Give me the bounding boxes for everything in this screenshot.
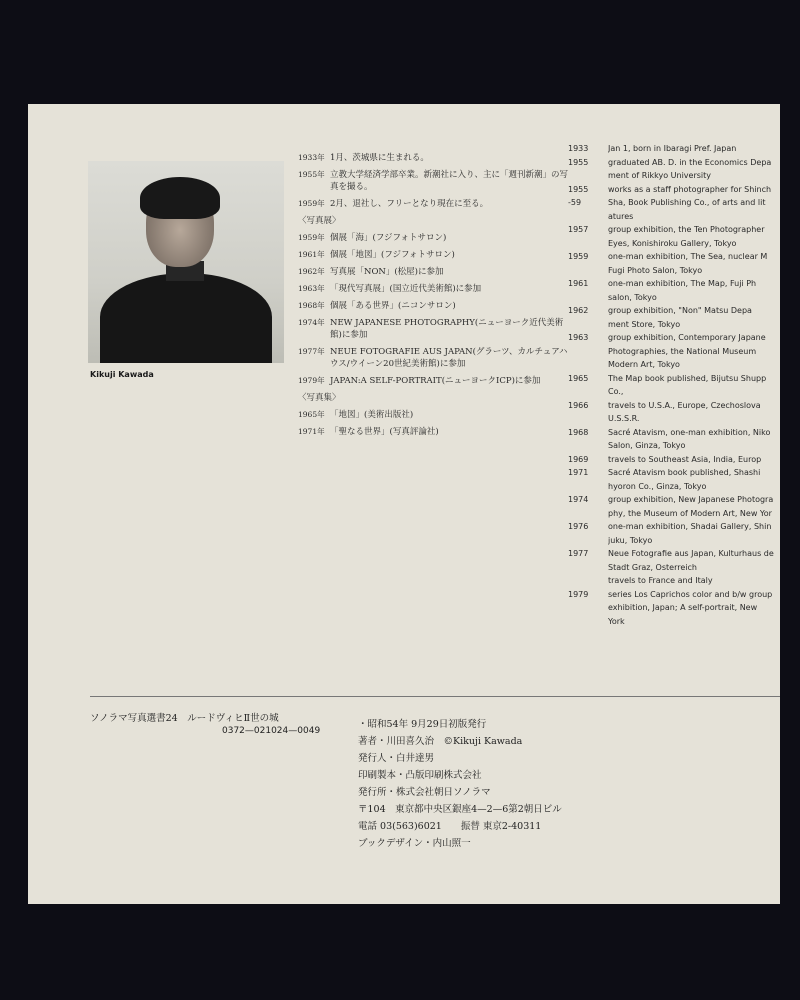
jp-exhibition-entry-text: 個展「ある世界」(ニコンサロン) bbox=[330, 301, 456, 311]
en-bio-entry bbox=[568, 441, 780, 452]
en-bio-entry bbox=[568, 333, 780, 344]
en-bio-entry-text: series Los Caprichos color and b/w group bbox=[608, 589, 773, 599]
en-bio-entry-year bbox=[568, 360, 608, 371]
colophon-line: 印刷製本・凸版印刷株式会社 bbox=[358, 770, 482, 781]
portrait-caption: Kikuji Kawada bbox=[90, 370, 154, 379]
en-bio-entry bbox=[568, 468, 780, 479]
en-bio-entry bbox=[568, 603, 780, 614]
en-bio-entry-text: hyoron Co., Ginza, Tokyo bbox=[608, 481, 707, 491]
en-bio-entry bbox=[568, 320, 780, 331]
en-bio-entry-text: Eyes, Konishiroku Gallery, Tokyo bbox=[608, 238, 737, 248]
en-bio-entry-year bbox=[568, 347, 608, 358]
en-bio-entry bbox=[568, 495, 780, 506]
en-bio-entry-text: group exhibition, Contemporary Japane bbox=[608, 333, 766, 342]
en-bio-entry bbox=[568, 360, 780, 371]
jp-exhibition-entry-text: JAPAN:A SELF-PORTRAIT(ニューヨークICP)に参加 bbox=[330, 376, 541, 386]
en-bio-entry bbox=[568, 617, 780, 628]
jp-book-entry-year: 1965年 bbox=[298, 410, 325, 419]
en-bio-entry-text: Photographies, the National Museum bbox=[608, 346, 757, 356]
en-bio-entry bbox=[568, 590, 780, 601]
en-bio-entry-text: one-man exhibition, Shadai Gallery, Shin bbox=[608, 522, 772, 531]
jp-book-entry-text: 「聖なる世界」(写真評論社) bbox=[330, 427, 439, 437]
en-bio-entry-year bbox=[568, 441, 608, 452]
en-bio-entry bbox=[568, 401, 780, 412]
en-bio-entry-text: U.S.S.R. bbox=[608, 414, 640, 423]
japanese-biography bbox=[298, 152, 568, 443]
en-bio-entry-text: travels to Southeast Asia, India, Europ bbox=[608, 454, 762, 464]
jp-bio-entry bbox=[298, 152, 568, 164]
jp-book-entry bbox=[298, 426, 568, 438]
jp-bio-entry-text: 1月、茨城県に生まれる。 bbox=[330, 153, 429, 163]
en-bio-entry bbox=[568, 171, 780, 182]
jp-exhibition-entry bbox=[298, 300, 568, 312]
en-bio-entry-text: works as a staff photographer for Shinch bbox=[608, 184, 772, 194]
en-bio-entry bbox=[568, 144, 780, 155]
en-bio-entry-year: 1959 bbox=[568, 252, 589, 261]
en-bio-entry-text: Salon, Ginza, Tokyo bbox=[608, 441, 686, 450]
en-bio-entry-text: Modern Art, Tokyo bbox=[608, 360, 680, 369]
en-bio-entry-text: group exhibition, the Ten Photographer bbox=[608, 225, 765, 234]
jp-bio-list bbox=[298, 152, 568, 210]
portrait-body bbox=[100, 273, 272, 363]
en-bio-entry-year bbox=[568, 603, 608, 614]
en-bio-entry-year: 1955 bbox=[568, 157, 589, 167]
jp-exhibitions-header: 〈写真展〉 bbox=[298, 216, 341, 226]
en-bio-entry-year: 1962 bbox=[568, 306, 589, 315]
en-bio-entry bbox=[568, 536, 780, 547]
en-bio-entry-text: Sacré Atavism book published, Shashi bbox=[608, 468, 761, 477]
en-bio-entry-year: 1976 bbox=[568, 522, 589, 531]
en-bio-entry-text: Sacré Atavism, one-man exhibition, Niko bbox=[608, 427, 771, 437]
en-bio-entry bbox=[568, 212, 780, 223]
en-bio-entry-text: ment Store, Tokyo bbox=[608, 319, 681, 329]
en-bio-entry-year bbox=[568, 414, 608, 425]
jp-exhibition-entry bbox=[298, 283, 568, 295]
jp-exhibition-entry bbox=[298, 266, 568, 278]
colophon-line: 発行所・株式会社朝日ソノラマ bbox=[358, 787, 491, 798]
jp-exhibition-entry-year: 1961年 bbox=[298, 250, 325, 259]
en-bio-entry-text: The Map book published, Bijutsu Shupp bbox=[608, 373, 767, 383]
jp-books-list bbox=[298, 409, 568, 438]
en-bio-entry-text: Neue Fotografie aus Japan, Kulturhaus de bbox=[608, 549, 774, 558]
en-bio-entry-text: graduated AB. D. in the Economics Depa bbox=[608, 157, 772, 167]
colophon-line: 電話 03(563)6021 振替 東京2-40311 bbox=[358, 821, 542, 832]
jp-exhibition-entry bbox=[298, 375, 568, 387]
en-bio-entry bbox=[568, 374, 780, 385]
en-bio-entry bbox=[568, 198, 780, 209]
jp-exhibition-entry-text: 個展「地図」(フジフォトサロン) bbox=[330, 250, 455, 260]
en-bio-entry-year: 1933 bbox=[568, 144, 589, 153]
en-bio-entry bbox=[568, 279, 780, 290]
jp-exhibition-entry-year: 1959年 bbox=[298, 233, 325, 242]
en-bio-entry-text: one-man exhibition, The Sea, nuclear M bbox=[608, 252, 768, 261]
en-bio-entry bbox=[568, 266, 780, 277]
en-bio-entry-year bbox=[568, 617, 608, 628]
en-bio-entry-year: 1965 bbox=[568, 373, 589, 383]
jp-books-header: 〈写真集〉 bbox=[298, 393, 341, 403]
author-portrait bbox=[88, 161, 284, 363]
jp-exhibition-entry-year: 1962年 bbox=[298, 267, 325, 276]
en-bio-entry bbox=[568, 347, 780, 358]
jp-exhibition-entry-text: NEW JAPANESE PHOTOGRAPHY(ニューヨーク近代美術館)に参加 bbox=[330, 318, 564, 340]
en-bio-entry-text: Co., bbox=[608, 387, 624, 396]
en-bio-entry-year: 1955 bbox=[568, 184, 589, 194]
en-bio-entry-year: 1963 bbox=[568, 333, 589, 342]
en-bio-entry-year bbox=[568, 576, 608, 587]
en-bio-entry-text: Jan 1, born in Ibaragi Pref. Japan bbox=[608, 144, 737, 153]
en-bio-entry-text: ment of Rikkyo University bbox=[608, 171, 712, 180]
jp-exhibition-entry-text: 個展「海」(フジフォトサロン) bbox=[330, 233, 447, 243]
en-bio-entry-year bbox=[568, 482, 608, 493]
jp-exhibition-entry-text: 写真展「NON」(松屋)に参加 bbox=[330, 267, 444, 277]
en-bio-entry-year bbox=[568, 563, 608, 574]
jp-exhibitions-list bbox=[298, 232, 568, 387]
jp-exhibition-entry-text: NEUE FOTOGRAFIE AUS JAPAN(グラーツ、カルチュアハウス/ウイーン20世紀美術館)に参加 bbox=[330, 347, 568, 369]
jp-exhibition-entry bbox=[298, 232, 568, 244]
en-bio-entry-text: group exhibition, "Non" Matsu Depa bbox=[608, 306, 752, 315]
jp-bio-entry-text: 2月、退社し、フリーとなり現在に至る。 bbox=[330, 199, 489, 209]
en-bio-entry-year: 1979 bbox=[568, 589, 589, 599]
en-bio-entry bbox=[568, 225, 780, 236]
en-bio-entry bbox=[568, 252, 780, 263]
en-bio-entry-year bbox=[568, 320, 608, 331]
colophon-line: 著者・川田喜久治 ©Kikuji Kawada bbox=[358, 736, 523, 747]
en-bio-entry-text: Stadt Graz, Osterreich bbox=[608, 562, 697, 572]
colophon-line: 発行人・白井達男 bbox=[358, 753, 435, 764]
en-bio-entry-year: 1961 bbox=[568, 279, 589, 288]
en-bio-entry bbox=[568, 158, 780, 169]
en-bio-entry bbox=[568, 522, 780, 533]
jp-exhibition-entry-year: 1968年 bbox=[298, 301, 325, 310]
colophon-series-title: ソノラマ写真選書24 ルードヴィヒⅡ世の城 bbox=[90, 713, 279, 724]
jp-bio-entry bbox=[298, 169, 568, 193]
en-bio-entry bbox=[568, 293, 780, 304]
jp-exhibition-entry bbox=[298, 346, 568, 370]
colophon-details bbox=[358, 716, 562, 852]
en-bio-entry-year: 1971 bbox=[568, 468, 589, 477]
en-bio-entry bbox=[568, 509, 780, 520]
jp-exhibition-entry-year: 1974年 bbox=[298, 318, 325, 327]
en-bio-entry-year: -59 bbox=[568, 198, 582, 207]
en-bio-entry-year: 1974 bbox=[568, 495, 589, 504]
en-bio-entry-year: 1977 bbox=[568, 549, 589, 558]
en-bio-entry-year bbox=[568, 239, 608, 250]
jp-exhibition-entry-year: 1977年 bbox=[298, 347, 325, 356]
jp-exhibition-entry-year: 1963年 bbox=[298, 284, 325, 293]
colophon-divider bbox=[90, 696, 780, 697]
en-bio-entry bbox=[568, 185, 780, 196]
jp-bio-entry-year: 1959年 bbox=[298, 199, 325, 208]
en-bio-entry bbox=[568, 239, 780, 250]
en-bio-entry bbox=[568, 414, 780, 425]
en-bio-entry-year: 1966 bbox=[568, 400, 589, 410]
colophon-code: 0372—021024—0049 bbox=[222, 726, 321, 736]
en-bio-entry-year bbox=[568, 509, 608, 520]
en-bio-entry bbox=[568, 306, 780, 317]
jp-book-entry-year: 1971年 bbox=[298, 427, 325, 436]
en-bio-entry-year bbox=[568, 536, 608, 547]
jp-book-entry-text: 「地図」(美術出版社) bbox=[330, 410, 414, 420]
en-bio-entry-text: phy, the Museum of Modern Art, New Yor bbox=[608, 508, 772, 518]
jp-bio-entry-year: 1955年 bbox=[298, 170, 325, 179]
jp-bio-entry-text: 立教大学経済学部卒業。新潮社に入り、主に「週刊新潮」の写真を撮る。 bbox=[330, 170, 569, 192]
en-bio-entry-text: atures bbox=[608, 211, 634, 221]
en-bio-entry-year: 1969 bbox=[568, 454, 589, 464]
book-page bbox=[28, 104, 780, 904]
colophon-line: 〒104 東京都中央区銀座4—2—6第2朝日ビル bbox=[358, 804, 562, 815]
en-bio-entry-text: York bbox=[608, 616, 625, 626]
jp-exhibition-entry bbox=[298, 249, 568, 261]
en-bio-entry bbox=[568, 482, 780, 493]
en-bio-entry-text: one-man exhibition, The Map, Fuji Ph bbox=[608, 279, 757, 288]
colophon-line: ブックデザイン・内山照一 bbox=[358, 838, 471, 849]
en-bio-entry-text: group exhibition, New Japanese Photogra bbox=[608, 495, 774, 504]
en-bio-entry-text: travels to U.S.A., Europe, Czechoslova bbox=[608, 400, 761, 410]
jp-exhibition-entry-text: 「現代写真展」(国立近代美術館)に参加 bbox=[330, 284, 482, 294]
jp-bio-entry bbox=[298, 198, 568, 210]
en-bio-entry bbox=[568, 563, 780, 574]
en-bio-entry bbox=[568, 576, 780, 587]
en-bio-entry-text: Sha, Book Publishing Co., of arts and lit bbox=[608, 198, 766, 207]
en-bio-entry-year: 1957 bbox=[568, 225, 589, 234]
en-bio-entry-year bbox=[568, 212, 608, 223]
english-biography bbox=[568, 144, 780, 630]
jp-book-entry bbox=[298, 409, 568, 421]
en-bio-entry-year: 1968 bbox=[568, 427, 589, 437]
jp-exhibition-entry-year: 1979年 bbox=[298, 376, 325, 385]
en-bio-entry bbox=[568, 455, 780, 466]
portrait-hair bbox=[140, 177, 220, 219]
en-bio-entry-year bbox=[568, 293, 608, 304]
en-bio-entry-text: exhibition, Japan; A self-portrait, New bbox=[608, 603, 758, 612]
colophon-line: ・昭和54年 9月29日初版発行 bbox=[358, 719, 487, 730]
en-bio-entry bbox=[568, 428, 780, 439]
en-bio-entry-year bbox=[568, 171, 608, 182]
en-bio-entry-year bbox=[568, 387, 608, 398]
en-bio-entry bbox=[568, 387, 780, 398]
jp-exhibition-entry bbox=[298, 317, 568, 341]
en-bio-entry-text: salon, Tokyo bbox=[608, 292, 657, 302]
en-bio-entry-text: travels to France and Italy bbox=[608, 576, 713, 585]
en-bio-list bbox=[568, 144, 780, 627]
jp-bio-entry-year: 1933年 bbox=[298, 153, 325, 162]
en-bio-entry bbox=[568, 549, 780, 560]
en-bio-entry-text: juku, Tokyo bbox=[608, 535, 653, 545]
en-bio-entry-text: Fugi Photo Salon, Tokyo bbox=[608, 265, 703, 275]
en-bio-entry-year bbox=[568, 266, 608, 277]
